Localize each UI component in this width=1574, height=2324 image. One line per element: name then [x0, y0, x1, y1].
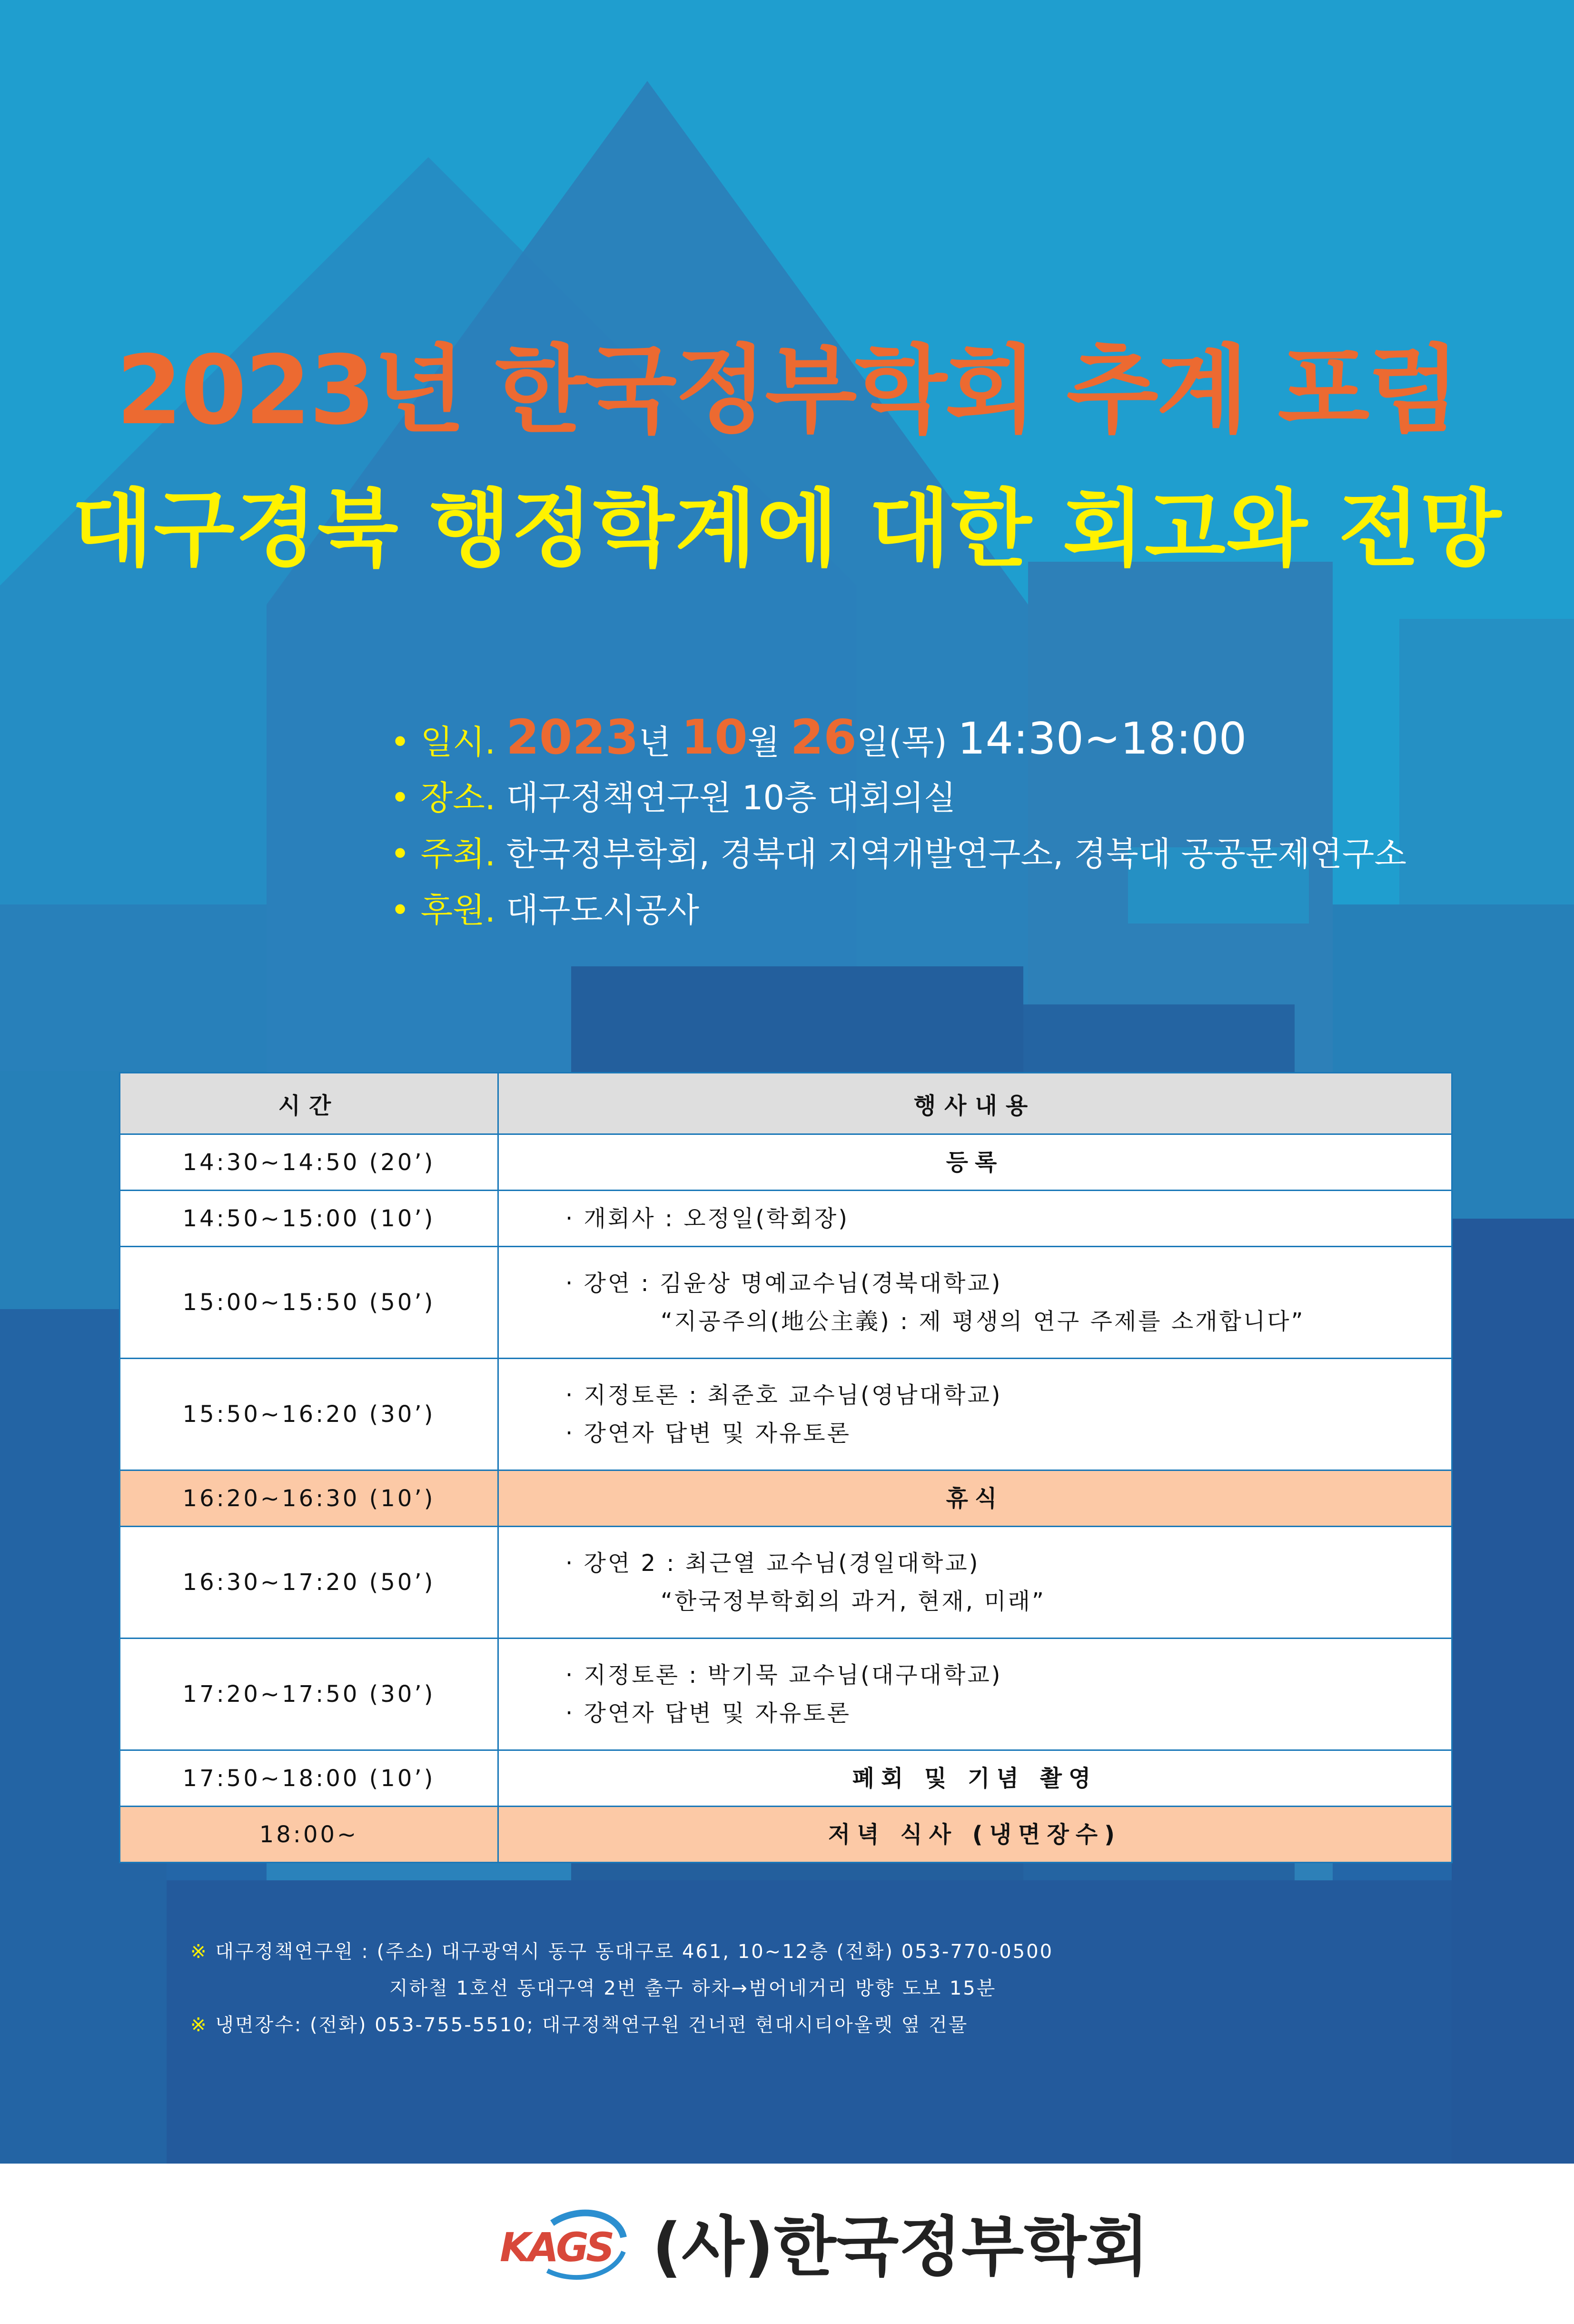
row-time: 18:00~ — [120, 1807, 498, 1863]
note-mark: ※ — [190, 1941, 208, 1963]
host-label: 주최. — [420, 834, 496, 874]
row-content-line: · 강연자 답변 및 자유토론 — [565, 1700, 851, 1727]
note-venue-text: 대구정책연구원 : (주소) 대구광역시 동구 동대구로 461, 10~12층 (전화) 053-770-0500 — [215, 1941, 1054, 1963]
kags-logo — [495, 2204, 638, 2285]
row-content — [498, 1470, 1452, 1527]
table-row — [120, 1527, 1452, 1639]
table-row — [120, 1134, 1452, 1191]
sub-title: 대구경북 행정학계에 대한 회고와 전망 — [71, 480, 1503, 578]
info-date — [390, 709, 1533, 765]
bullet: • — [390, 834, 410, 874]
header-content: 행사내용 — [498, 1073, 1452, 1134]
row-content-line: 저녁 식사 (냉면장수) — [828, 1821, 1122, 1848]
row-time: 14:30~14:50 (20’) — [120, 1134, 498, 1191]
info-place — [390, 771, 1533, 819]
bullet: • — [390, 891, 410, 930]
sponsor-label: 후원. — [420, 891, 496, 930]
row-content-line: 휴식 — [946, 1485, 1004, 1512]
date-day-unit: 일 — [856, 723, 889, 762]
table-row — [120, 1639, 1452, 1750]
bullet: • — [390, 778, 410, 817]
note-venue — [190, 1937, 1053, 1964]
schedule-header-row — [120, 1073, 1452, 1134]
row-content-line: · 지정토론 : 박기묵 교수님(대구대학교) — [565, 1662, 1002, 1688]
row-content — [498, 1134, 1452, 1191]
note-mark: ※ — [190, 2014, 208, 2036]
row-content — [498, 1527, 1452, 1639]
date-month-unit: 월 — [747, 723, 780, 762]
info-sponsor — [390, 884, 1533, 932]
date-year-unit: 년 — [638, 723, 671, 762]
row-content-line: · 강연 : 김윤상 명예교수님(경북대학교) — [565, 1270, 1002, 1297]
row-content — [498, 1359, 1452, 1470]
row-time: 16:30~17:20 (50’) — [120, 1527, 498, 1639]
place-value: 대구정책연구원 10층 대회의실 — [506, 778, 956, 817]
date-weekday: (목) — [889, 723, 947, 762]
schedule-body — [120, 1134, 1452, 1863]
note-directions: 지하철 1호선 동대구역 2번 출구 하차→범어네거리 방향 도보 15분 — [389, 1977, 997, 1999]
logo-text: KAGS — [500, 2224, 612, 2271]
row-time: 14:50~15:00 (10’) — [120, 1191, 498, 1247]
row-content-line: · 강연자 답변 및 자유토론 — [565, 1420, 851, 1447]
row-content-line: 폐회 및 기념 촬영 — [852, 1765, 1098, 1792]
row-time: 17:50~18:00 (10’) — [120, 1750, 498, 1807]
date-year: 2023 — [506, 709, 639, 765]
sponsor-value: 대구도시공사 — [506, 891, 700, 930]
row-content-line: · 지정토론 : 최준호 교수님(영남대학교) — [565, 1382, 1002, 1409]
date-day: 26 — [790, 709, 857, 765]
row-content — [498, 1639, 1452, 1750]
row-content — [498, 1191, 1452, 1247]
bullet: • — [390, 723, 410, 762]
row-content-line: · 강연 2 : 최근열 교수님(경일대학교) — [565, 1550, 980, 1577]
row-time: 16:20~16:30 (10’) — [120, 1470, 498, 1527]
table-row — [120, 1247, 1452, 1359]
table-row — [120, 1750, 1452, 1807]
row-content — [498, 1807, 1452, 1863]
table-row — [120, 1807, 1452, 1863]
header-time: 시간 — [120, 1073, 498, 1134]
row-content-line: “한국정부학회의 과거, 현재, 미래” — [661, 1588, 1046, 1615]
date-time: 14:30~18:00 — [957, 713, 1247, 764]
row-time: 17:20~17:50 (30’) — [120, 1639, 498, 1750]
date-month: 10 — [681, 709, 748, 765]
table-row — [120, 1470, 1452, 1527]
row-content-line: · 개회사 : 오정일(학회장) — [565, 1205, 849, 1232]
row-time: 15:50~16:20 (30’) — [120, 1359, 498, 1470]
date-label: 일시. — [420, 723, 496, 762]
row-time: 15:00~15:50 (50’) — [120, 1247, 498, 1359]
info-host — [390, 827, 1533, 875]
row-content — [498, 1247, 1452, 1359]
note-restaurant-text: 냉면장수: (전화) 053-755-5510; 대구정책연구원 건너편 현대시티아울렛 옆 건물 — [215, 2014, 969, 2036]
host-value: 한국정부학회, 경북대 지역개발연구소, 경북대 공공문제연구소 — [506, 834, 1406, 874]
table-row — [120, 1359, 1452, 1470]
note-restaurant — [190, 2010, 968, 2037]
main-title: 2023년 한국정부학회 추계 포럼 — [116, 335, 1458, 446]
schedule-table — [119, 1072, 1453, 1863]
row-content-line: “지공주의(地公主義) : 제 평생의 연구 주제를 소개합니다” — [661, 1308, 1305, 1335]
place-label: 장소. — [420, 778, 496, 817]
row-content — [498, 1750, 1452, 1807]
org-name: (사)한국정부학회 — [652, 2210, 1149, 2285]
table-row — [120, 1191, 1452, 1247]
row-content-line: 등록 — [946, 1149, 1004, 1176]
